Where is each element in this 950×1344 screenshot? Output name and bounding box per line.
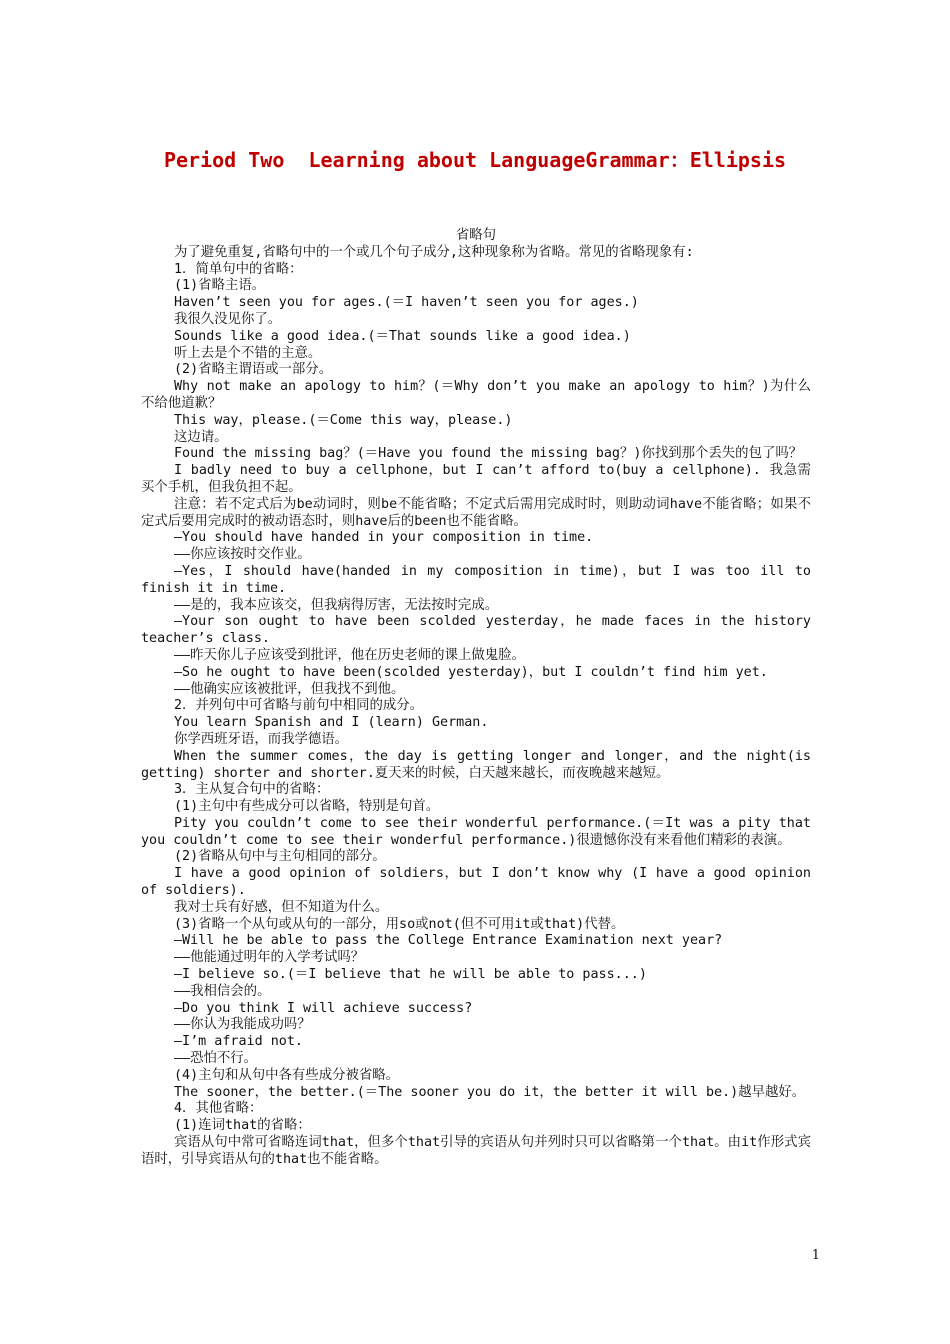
paragraph: ——你认为我能成功吗？ [174, 1017, 311, 1033]
paragraph: —Will he be able to pass the College Entrance Examination next year? [174, 933, 723, 949]
paragraph: —You should have handed in your composition in time. [174, 530, 594, 546]
paragraph: 你学西班牙语，而我学德语。 [174, 731, 349, 747]
paragraph: 这边请。 [174, 429, 228, 445]
paragraph: 3．主从复合句中的省略： [174, 782, 330, 798]
paragraph: ——他能通过明年的入学考试吗？ [174, 950, 365, 966]
paragraph: 2．并列句中可省略与前句中相同的成分。 [174, 698, 424, 714]
paragraph: (4)主句和从句中各有些成分被省略。 [174, 1067, 400, 1083]
paragraph: (1)省略主语。 [174, 278, 266, 294]
paragraph: ——你应该按时交作业。 [174, 547, 311, 563]
paragraph: 宾语从句中常可省略连词that，但多个that引导的宾语从句并列时只可以省略第一个that。由it作形式宾语时，引导宾语从句的that也不能省略。 [141, 1135, 811, 1167]
paragraph: 4．其他省略： [174, 1101, 263, 1117]
paragraph: 我对士兵有好感，但不知道为什么。 [174, 899, 389, 915]
paragraph: —I believe so.(＝I believe that he will be able to pass...) [174, 967, 647, 983]
paragraph: (1)连词that的省略： [174, 1118, 311, 1134]
paragraph: This way，please.(＝Come this way，please.) [174, 412, 513, 428]
document-body [141, 228, 811, 1169]
paragraph: —Your son ought to have been scolded yesterday，he made faces in the history teacher’s class. [141, 614, 811, 647]
paragraph: The sooner，the better.(＝The sooner you do it，the better it will be.)越早越好。 [174, 1084, 806, 1100]
paragraph: I have a good opinion of soldiers，but I don’t know why (I have a good opinion of soldiers). [141, 866, 811, 899]
paragraph: Sounds like a good idea.(＝That sounds like a good idea.) [174, 328, 631, 344]
page-number: 1 [811, 1248, 820, 1263]
paragraph: 注意：若不定式后为be动词时，则be不能省略；不定式后需用完成时时，则助动词have不能省略；如果不定式后要用完成时的被动语态时，则have后的been也不能省略。 [141, 496, 811, 529]
paragraph: —I’m afraid not. [174, 1034, 303, 1050]
paragraph-list [141, 245, 811, 1169]
paragraph: (2)省略主谓语或一部分。 [174, 362, 333, 378]
paragraph: ——恐怕不行。 [174, 1051, 258, 1067]
paragraph: ——昨天你儿子应该受到批评，他在历史老师的课上做鬼脸。 [174, 647, 525, 663]
paragraph: Why not make an apology to him？(＝Why don’t you make an apology to him？)为什么不给他道歉？ [141, 379, 811, 411]
paragraph: 为了避免重复,省略句中的一个或几个句子成分,这种现象称为省略。常见的省略现象有: [174, 244, 694, 260]
paragraph: When the summer comes，the day is getting longer and longer，and the night(is getting) shorter and shorter.夏天来的时候，白天越来越长，而夜晚越来越短。 [141, 748, 811, 781]
paragraph: (1)主句中有些成分可以省略，特别是句首。 [174, 799, 440, 815]
paragraph: (2)省略从句中与主句相同的部分。 [174, 849, 386, 865]
paragraph: ——我相信会的。 [174, 983, 271, 999]
paragraph: I badly need to buy a cellphone，but I can’t afford to(buy a cellphone). 我急需买个手机，但我负担不起。 [141, 463, 811, 495]
paragraph: Pity you couldn’t come to see their wonderful performance.(＝It was a pity that you couldn’t come to see their wonderful performance.)很遗憾你没有来看他们精彩的表演。 [141, 815, 811, 848]
paragraph: ——他确实应该被批评，但我找不到他。 [174, 681, 405, 697]
paragraph: Found the missing bag？(＝Have you found the missing bag？)你找到那个丢失的包了吗？ [174, 446, 803, 462]
paragraph: You learn Spanish and I (learn) German. [174, 715, 489, 731]
paragraph: 听上去是个不错的主意。 [174, 345, 322, 361]
paragraph: —Do you think I will achieve success? [174, 1000, 473, 1016]
paragraph: 我很久没见你了。 [174, 311, 282, 327]
paragraph: 1．简单句中的省略： [174, 261, 303, 277]
page-title: Period Two Learning about LanguageGrammar：Ellipsis [163, 148, 787, 172]
paragraph: Haven’t seen you for ages.(＝I haven’t seen you for ages.) [174, 295, 639, 311]
paragraph: —So he ought to have been(scolded yesterday)，but I couldn’t find him yet. [174, 664, 768, 680]
paragraph: ——是的，我本应该交，但我病得厉害，无法按时完成。 [174, 597, 499, 613]
paragraph: (3)省略一个从句或从句的一部分，用so或not(但不可用it或that)代替。 [174, 916, 625, 932]
paragraph: —Yes，I should have(handed in my composition in time)，but I was too ill to finish it in time. [141, 563, 811, 596]
section-heading: 省略句 [455, 228, 497, 243]
